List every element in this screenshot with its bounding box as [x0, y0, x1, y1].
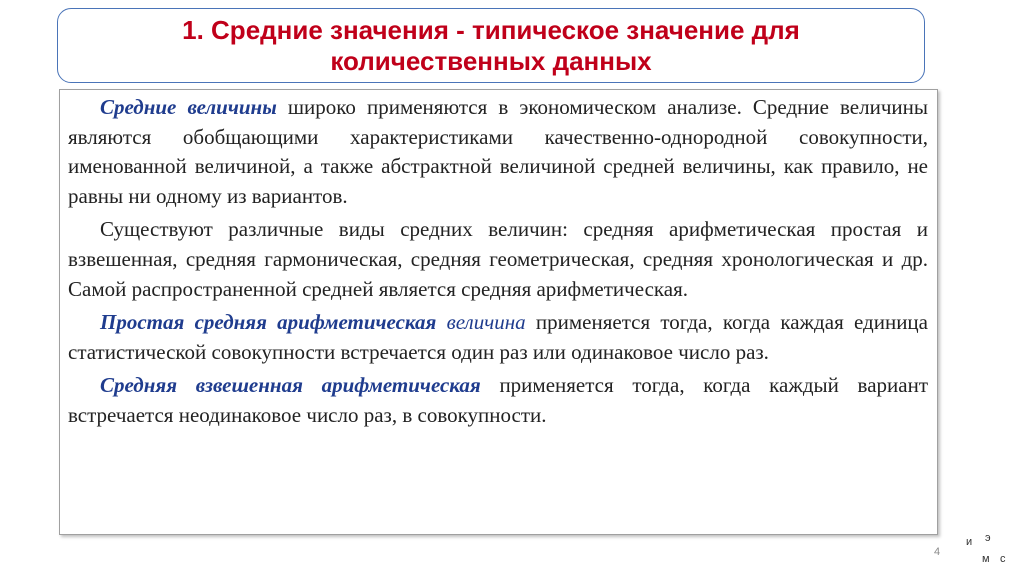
paragraph-4-emphasis: Средняя взвешенная арифметическая [100, 373, 481, 398]
page-number: 4 [934, 546, 941, 558]
paragraph-1-emphasis: Средние величины [100, 95, 277, 119]
paragraph-3 [68, 308, 928, 367]
title-box [57, 8, 925, 83]
logo-letter: и [966, 536, 973, 548]
paragraph-4 [68, 371, 928, 430]
paragraph-2-text: Существуют различные виды средних величин: средняя арифметическая простая и взвешенная, средняя гармоническая, средняя геометрическая, средняя хронологическая и др. Самой распространенной средней является средняя арифметическая. [68, 217, 928, 301]
paragraph-3-emphasis: Простая средняя арифметическая [100, 310, 437, 335]
paragraph-3-text: применяется тогда, когда каждая единица статистической совокупности встречается один раз или одинаковое число раз. [68, 310, 928, 364]
slide-title-line-2: количественных данных [330, 45, 652, 76]
paragraph-2 [68, 215, 928, 304]
paragraph-4-text: применяется тогда, когда каждый вариант встречается неодинаковое число раз, в совокупности. [68, 373, 928, 427]
slide-title-line-1: 1. Средние значения - типическое значение для [182, 14, 800, 45]
paragraph-1-text: широко применяются в экономическом анализе. Средние величины являются обобщающими характеристиками качественно-однородной совокупности, именованной величиной, а также абстрактной величиной средней величины, как правило, не равны ни одному из вариантов. [68, 95, 928, 208]
content-box [59, 89, 938, 535]
paragraph-3-emphasis-2: величина [436, 310, 526, 335]
logo-letter: э [985, 532, 991, 544]
logo-letter: с [1000, 553, 1006, 565]
paragraph-1 [68, 93, 928, 211]
logo-letter: м [982, 553, 990, 565]
logo [960, 532, 1010, 568]
